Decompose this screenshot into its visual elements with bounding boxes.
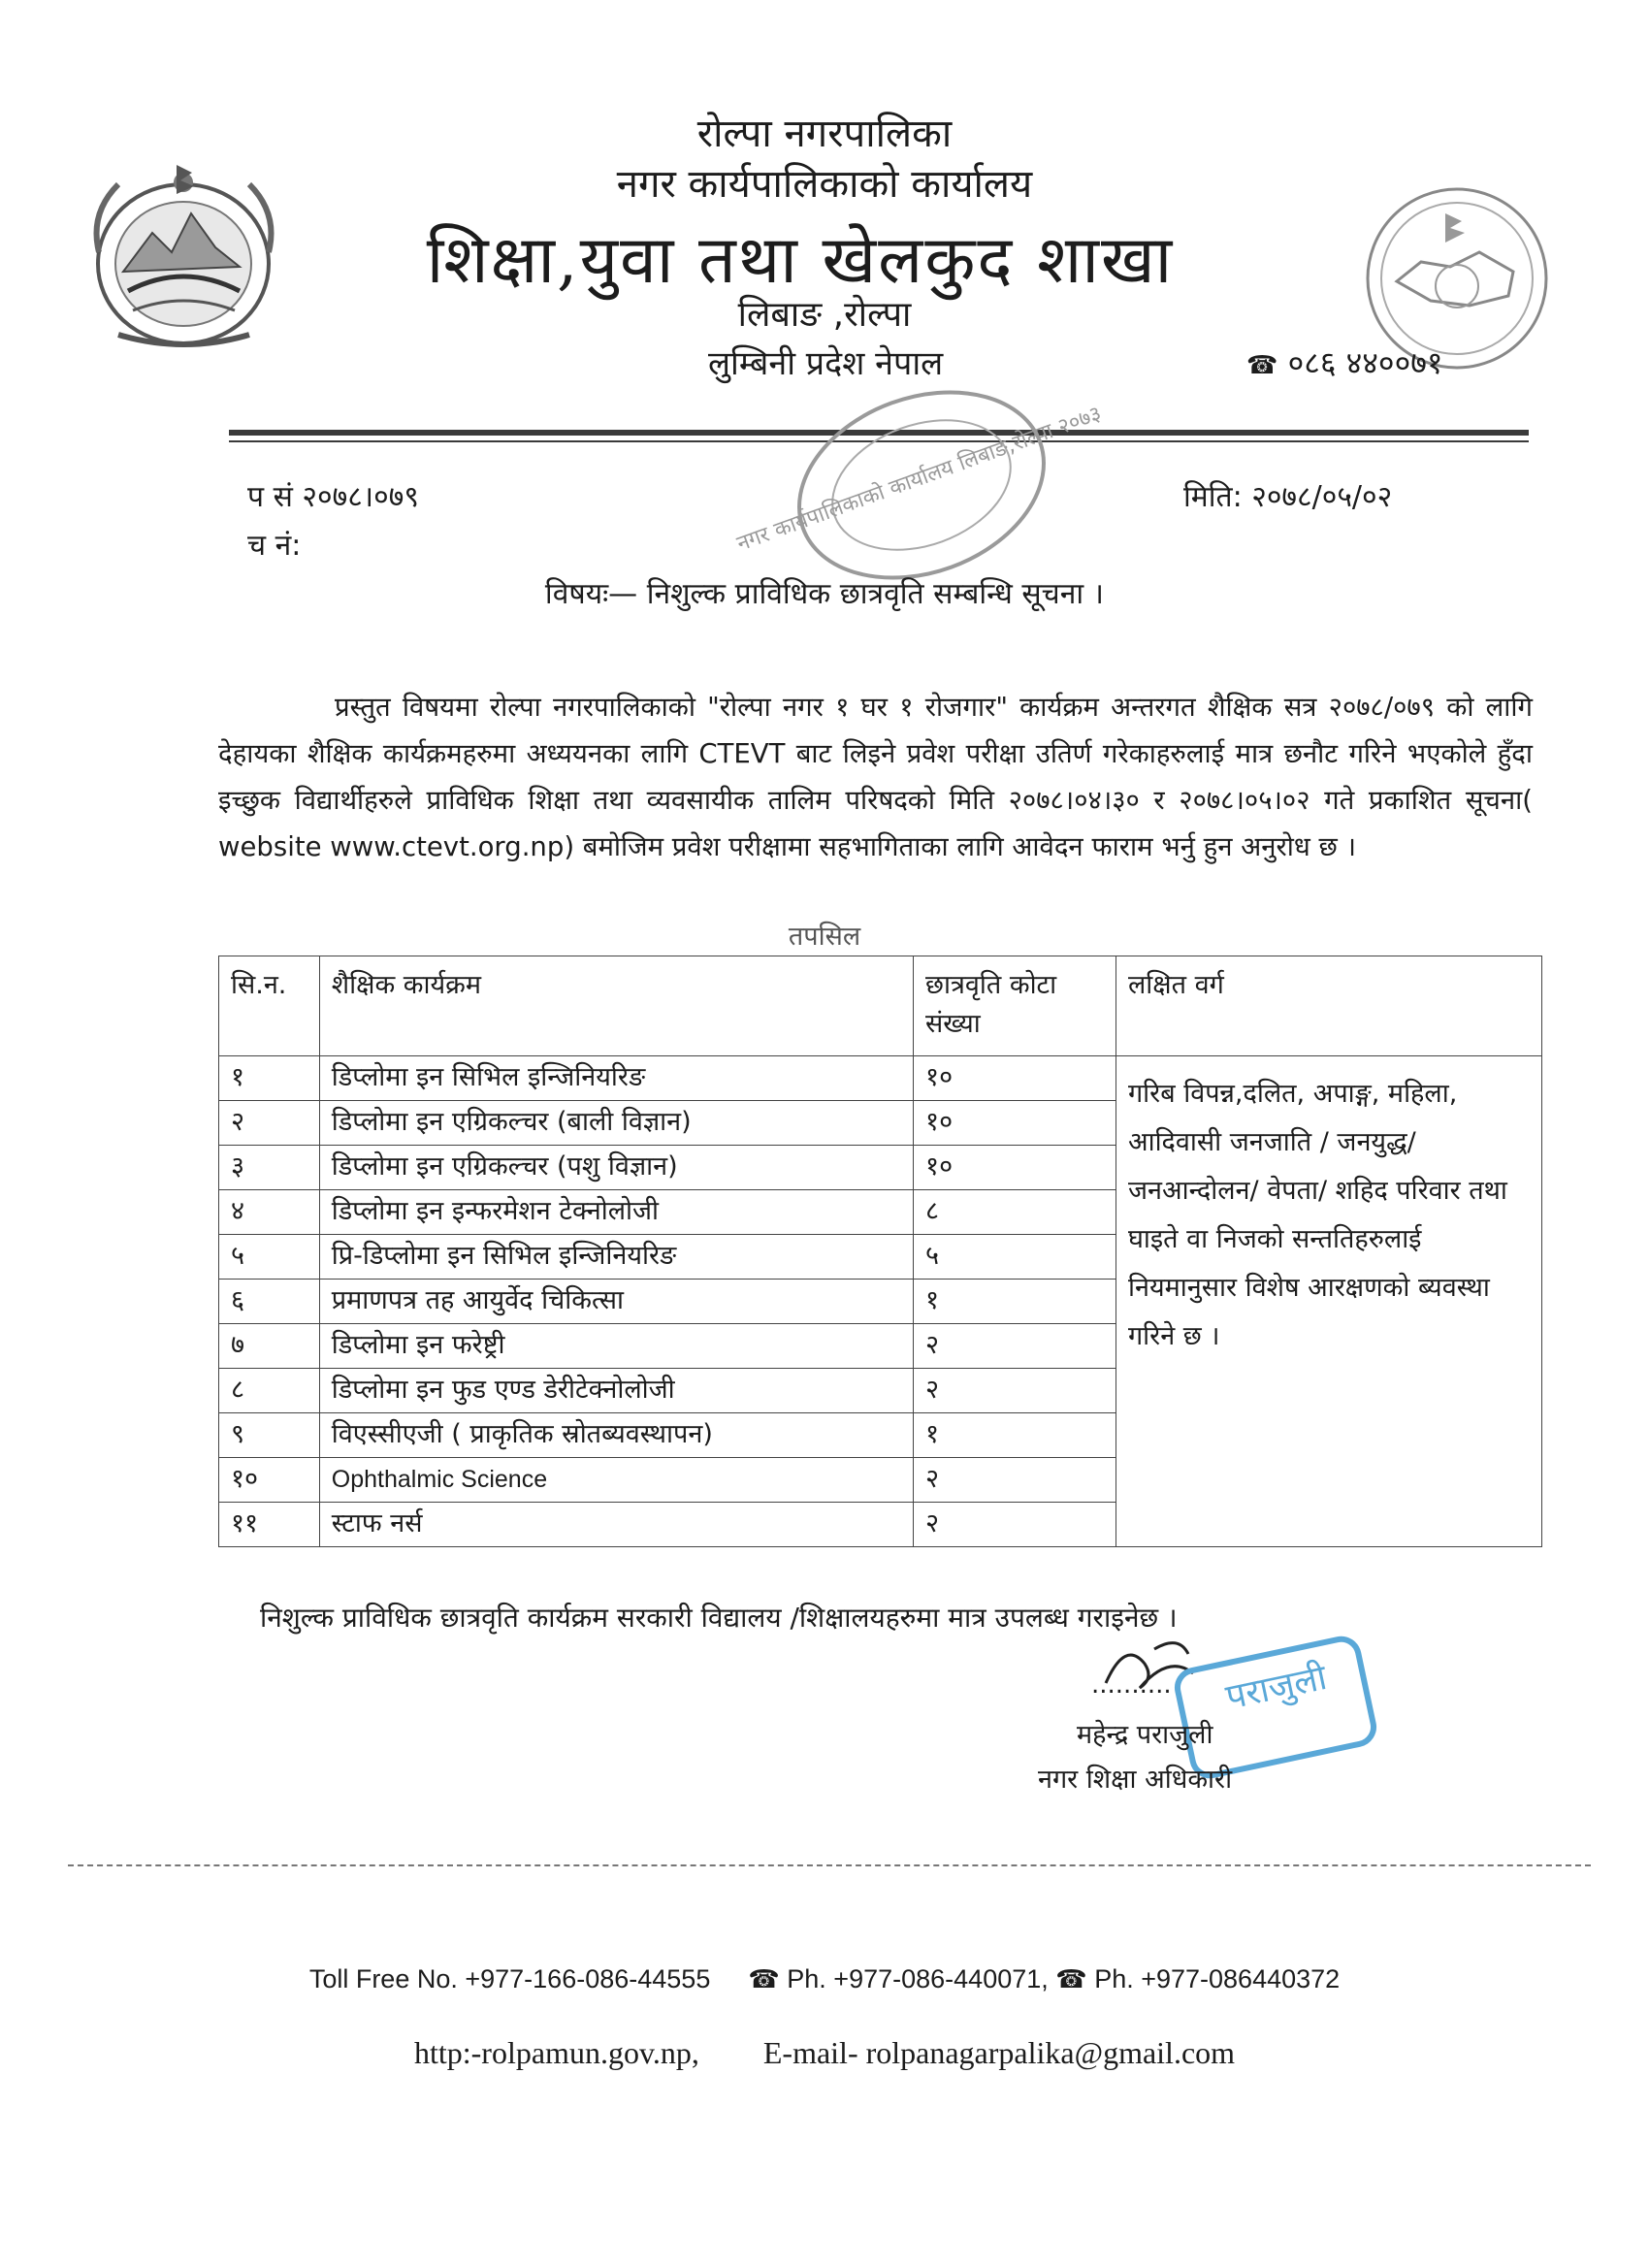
row-program: डिप्लोमा इन सिभिल इन्जिनियरिङ xyxy=(319,1056,913,1101)
row-program: डिप्लोमा इन एग्रिकल्चर (बाली विज्ञान) xyxy=(319,1101,913,1146)
signatory-name: महेन्द्र पराजुली xyxy=(1077,1720,1213,1750)
email-address: E-mail- rolpanagarpalika@gmail.com xyxy=(762,2035,1236,2070)
scholarship-table xyxy=(218,956,1542,1547)
row-quota: १० xyxy=(914,1146,1116,1190)
row-quota: २ xyxy=(914,1503,1116,1547)
telephone-icon: ☎ xyxy=(1246,351,1278,380)
province-line: लुम्बिनी प्रदेश नेपाल xyxy=(708,344,944,383)
footer-contacts xyxy=(0,1964,1649,1994)
row-program: डिप्लोमा इन एग्रिकल्चर (पशु विज्ञान) xyxy=(319,1146,913,1190)
row-program: डिप्लोमा इन फरेष्ट्री xyxy=(319,1324,913,1369)
row-program: प्रि-डिप्लोमा इन सिभिल इन्जिनियरिङ xyxy=(319,1235,913,1280)
row-quota: १ xyxy=(914,1413,1116,1458)
row-quota: २ xyxy=(914,1369,1116,1413)
header-program: शैक्षिक कार्यक्रम xyxy=(319,956,913,1056)
row-quota: १० xyxy=(914,1056,1116,1101)
row-sn: ७ xyxy=(219,1324,320,1369)
row-program: डिप्लोमा इन फुड एण्ड डेरीटेक्नोलोजी xyxy=(319,1369,913,1413)
footer-web xyxy=(0,2035,1649,2071)
address-line: लिबाङ ,रोल्पा xyxy=(737,295,912,335)
row-program: स्टाफ नर्स xyxy=(319,1503,913,1547)
table-row xyxy=(219,1056,1542,1101)
phone-number-2: Ph. +977-086440372 xyxy=(1094,1964,1341,1993)
signature-dots: .......... xyxy=(1091,1670,1172,1700)
reference-number: प सं २०७८।०७९ xyxy=(247,480,419,514)
closing-note: निशुल्क प्राविधिक छात्रवृति कार्यक्रम सरकारी विद्यालय /शिक्षालयहरुमा मात्र उपलब्ध गराइनेछ । xyxy=(260,1602,1178,1634)
row-quota: १ xyxy=(914,1280,1116,1324)
row-sn: ४ xyxy=(219,1190,320,1235)
telephone-icon: ☎ xyxy=(1055,1964,1087,1993)
row-program: Ophthalmic Science xyxy=(319,1458,913,1503)
letter-date: मिति: २०७८/०५/०२ xyxy=(1183,480,1393,514)
municipality-name: रोल्पा नगरपालिका xyxy=(696,112,953,156)
details-heading: तपसिल xyxy=(788,922,861,952)
table-body xyxy=(219,1056,1542,1547)
row-sn: ३ xyxy=(219,1146,320,1190)
office-name: नगर कार्यपालिकाको कार्यालय xyxy=(616,162,1033,207)
telephone-icon: ☎ xyxy=(748,1964,780,1993)
row-sn: ६ xyxy=(219,1280,320,1324)
row-quota: १० xyxy=(914,1101,1116,1146)
row-quota: २ xyxy=(914,1458,1116,1503)
header-phone-number: ०८६ ४४००७१ xyxy=(1287,344,1443,381)
header-quota: छात्रवृति कोटा संख्या xyxy=(914,956,1116,1056)
row-quota: ५ xyxy=(914,1235,1116,1280)
row-program: विएस्सीएजी ( प्राकृतिक स्रोतब्यवस्थापन) xyxy=(319,1413,913,1458)
row-sn: १० xyxy=(219,1458,320,1503)
office-seal-text: नगर कार्यपालिकाको कार्यालय लिबाङ,रोल्पा २०७३ xyxy=(733,402,1105,557)
row-quota: ८ xyxy=(914,1190,1116,1235)
section-title: शिक्षा,युवा तथा खेलकुद शाखा xyxy=(426,222,1175,299)
body-paragraph: प्रस्तुत विषयमा रोल्पा नगरपालिकाको "रोल्पा नगर १ घर १ रोजगार" कार्यक्रम अन्तरगत शैक्षिक सत्र २०७८/०७९ को लागि देहायका शैक्षिक कार्यक्रमहरुमा अध्ययनका लागि CTEVT बाट लिइने प्रवेश परीक्षा उतिर्ण गरेकाहरुलाई मात्र छनौट गरिने भएकोले हुँदा इच्छुक विद्यार्थीहरुले प्राविधिक शिक्षा तथा व्यवसायीक तालिम परिषदको मिति २०७८।०४।३० र २०७८।०५।०२ गते प्रकाशित सूचना( website www.ctevt.org.np) बमोजिम प्रवेश परीक्षामा सहभागिताका लागि आवेदन फाराम भर्नु हुन अनुरोध छ । xyxy=(218,692,1533,862)
row-quota: २ xyxy=(914,1324,1116,1369)
row-sn: १ xyxy=(219,1056,320,1101)
office-seal-stamp xyxy=(733,388,1105,582)
row-sn: ९ xyxy=(219,1413,320,1458)
toll-free-number: Toll Free No. +977-166-086-44555 xyxy=(308,1964,711,1993)
phone-number-1: Ph. +977-086-440071, xyxy=(787,1964,1049,1993)
header-target: लक्षित वर्ग xyxy=(1116,956,1541,1056)
row-program: डिप्लोमा इन इन्फरमेशन टेक्नोलोजी xyxy=(319,1190,913,1235)
dispatch-number: च नं: xyxy=(247,529,302,563)
table-header-row xyxy=(219,956,1542,1056)
row-program: प्रमाणपत्र तह आयुर्वेद चिकित्सा xyxy=(319,1280,913,1324)
row-sn: ५ xyxy=(219,1235,320,1280)
officer-seal-text: पराजुली xyxy=(1222,1657,1331,1718)
row-sn: ८ xyxy=(219,1369,320,1413)
row-sn: ११ xyxy=(219,1503,320,1547)
website-link: http:-rolpamun.gov.np, xyxy=(413,2035,699,2070)
footer-divider xyxy=(68,1864,1591,1866)
header-sn: सि.न. xyxy=(219,956,320,1056)
row-sn: २ xyxy=(219,1101,320,1146)
letter-subject: विषयः— निशुल्क प्राविधिक छात्रवृति सम्बन्धि सूचना । xyxy=(544,577,1105,611)
signatory-title: नगर शिक्षा अधिकारी xyxy=(1038,1765,1233,1795)
header-phone xyxy=(1246,341,1443,383)
target-group-cell: गरिब विपन्न,दलित, अपाङ्ग, महिला, आदिवासी जनजाति / जनयुद्ध/ जनआन्दोलन/ वेपता/ शहिद परिवार तथा घाइते वा निजको सन्ततिहरुलाई नियमानुसार विशेष आरक्षणको ब्यवस्था गरिने छ । xyxy=(1116,1056,1541,1547)
